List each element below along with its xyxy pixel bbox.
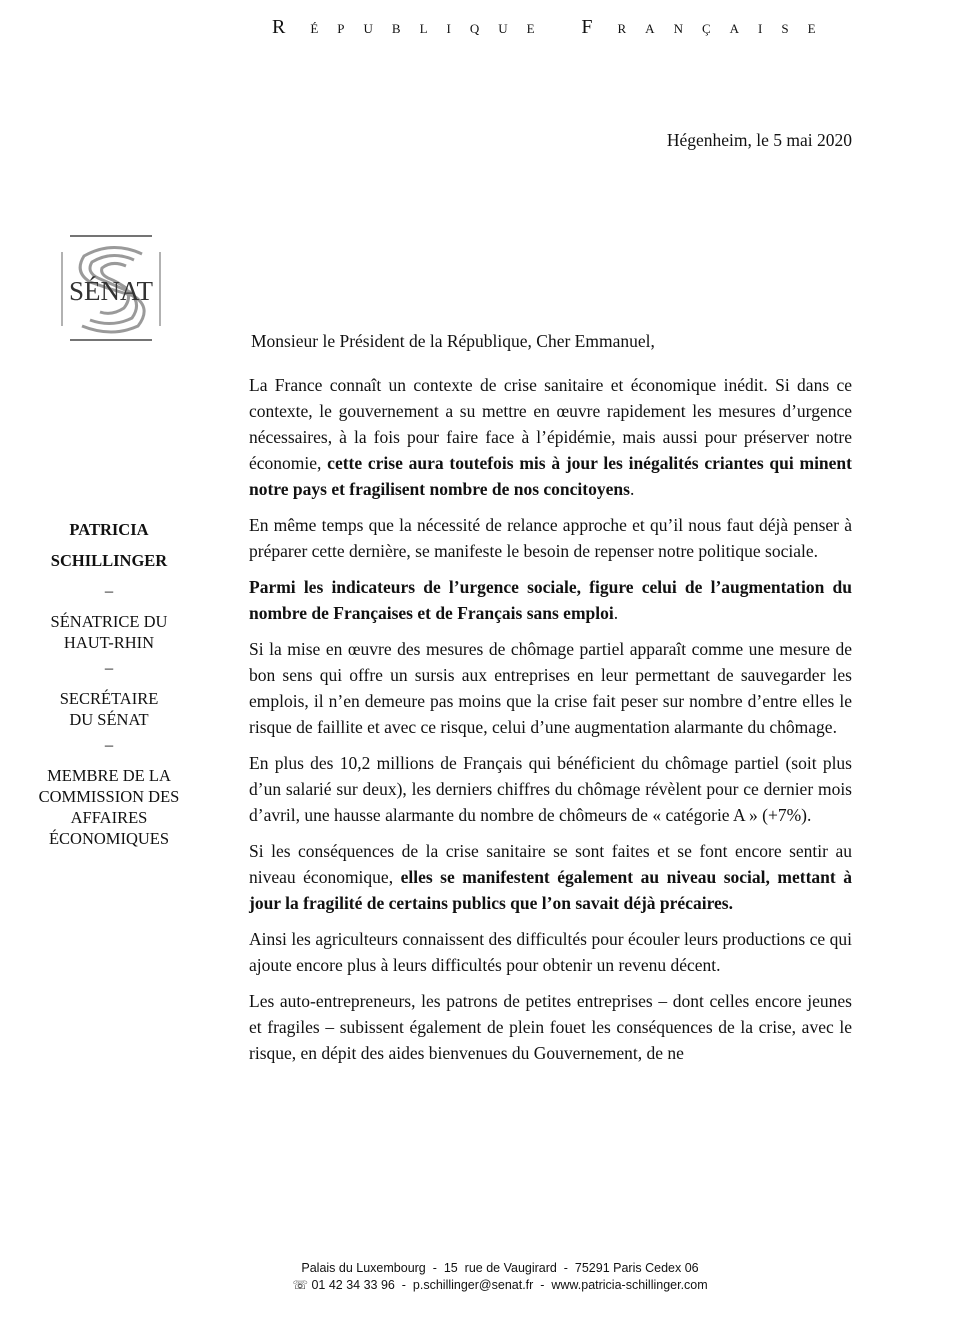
- paragraph-bold-text: Parmi les indicateurs de l’urgence sociale, figure celui de l’augmentation du nombre de Françaises et de Français sans emploi: [249, 577, 852, 623]
- footer-separator: -: [394, 1278, 413, 1292]
- page-footer: [230, 1260, 770, 1294]
- paragraph: [249, 574, 852, 626]
- letter-date: Hégenheim, le 5 mai 2020: [666, 130, 852, 150]
- header-letter: E: [526, 21, 536, 36]
- divider-dash: –: [104, 581, 114, 600]
- paragraph: En plus des 10,2 millions de Français qui bénéficient du chômage partiel (soit plus d’un salarié sur deux), les derniers chiffres du chômage révèlent pour ce dernier mois d’avril, une hausse alarmante du nombre de chômeurs de « catégorie A » (+7%).: [249, 753, 852, 825]
- footer-phone: 01 42 34 33 96: [311, 1278, 395, 1292]
- footer-contact: [230, 1277, 770, 1294]
- footer-separator: -: [533, 1278, 552, 1292]
- paragraph-text: La France connaît un contexte de crise sanitaire et économique inédit. Si dans ce contexte, le gouvernement a su mettre en œuvre rapidement les mesures d’urgence nécessaires, à la fois pour faire face à l’épidémie, mais aussi pour préserver notre économie,: [249, 375, 852, 473]
- header-letter: N: [673, 21, 684, 36]
- footer-website: www.patricia-schillinger.com: [551, 1278, 708, 1292]
- header-letter: P: [337, 21, 346, 36]
- header-word-republique: [272, 16, 536, 39]
- paragraph: Ainsi les agriculteurs connaissent des difficultés pour écouler leurs productions ce qui ajoute encore plus à leurs difficultés pour obtenir un revenu décent.: [249, 929, 852, 975]
- paragraph-bold-text: cette crise aura toutefois mis à jour les inégalités criantes qui minent notre pays et fragilisent nombre de nos concitoyens: [249, 453, 852, 499]
- senat-logo-text: SÉNAT: [68, 276, 154, 306]
- paragraph-bold-text: elles se manifestent également au niveau social, mettant à jour la fragilité de certains publics que l’on savait déjà précaires.: [249, 867, 852, 913]
- sender-sidebar: [20, 514, 198, 849]
- role-line: AFFAIRES: [70, 808, 148, 827]
- paragraph-text: .: [613, 603, 619, 623]
- header-letter: A: [645, 21, 656, 36]
- divider-dash: –: [104, 658, 114, 677]
- header-cap-letter: F: [581, 16, 594, 38]
- role-line: SÉNATRICE DU: [50, 612, 168, 631]
- header-letter: L: [419, 21, 429, 36]
- header-letter: S: [781, 21, 790, 36]
- header-letter: A: [729, 21, 741, 36]
- header-letter: U: [498, 21, 509, 36]
- role-line: HAUT-RHIN: [63, 633, 155, 652]
- letter-body: [249, 328, 852, 1076]
- header-letter: I: [758, 21, 764, 36]
- phone-icon: ☏: [292, 1278, 308, 1292]
- role-line: COMMISSION DES: [38, 787, 180, 806]
- senat-logo-icon: [60, 234, 164, 342]
- header-letter: É: [310, 21, 320, 36]
- header-cap-letter: R: [272, 16, 287, 38]
- role-line: SECRÉTAIRE: [59, 689, 159, 708]
- role-line: MEMBRE DE LA: [47, 766, 171, 785]
- header-letter: E: [807, 21, 817, 36]
- paragraph: [249, 372, 852, 502]
- salutation: Monsieur le Président de la République, Cher Emmanuel,: [251, 331, 655, 351]
- footer-email: p.schillinger@senat.fr: [412, 1278, 534, 1292]
- paragraph: Si la mise en œuvre des mesures de chômage partiel apparaît comme une mesure de bon sens qui offre un sursis aux entreprises en leur permettant de sauvegarder les emplois, il n’en demeure pas moins que la crise fait peser sur nombre d’entre elles le risque de faillite et avec ce risque, celui d’une augmentation alarmante du chômage.: [249, 639, 852, 737]
- header-letter: I: [446, 21, 452, 36]
- footer-address: Palais du Luxembourg - 15 rue de Vaugirard - 75291 Paris Cedex 06: [301, 1261, 699, 1275]
- paragraph-text: .: [629, 479, 635, 499]
- page-header: [272, 16, 817, 39]
- paragraph: [249, 838, 852, 916]
- paragraph-text: Si les conséquences de la crise sanitaire se sont faites et se font encore sentir au niveau économique,: [249, 841, 852, 887]
- header-word-francaise: [581, 16, 816, 39]
- sender-name-line1: PATRICIA: [69, 520, 149, 539]
- divider-dash: –: [104, 735, 114, 754]
- paragraph: Les auto-entrepreneurs, les patrons de petites entreprises – dont celles encore jeunes et fragiles – subissent également de plein fouet les conséquences de la crise, avec le risque, en dépit des aides bienvenues du Gouvernement, de ne: [249, 991, 852, 1063]
- paragraph: En même temps que la nécessité de relance approche et qu’il nous faut déjà penser à préparer cette dernière, se manifeste le besoin de repenser notre politique sociale.: [249, 515, 852, 561]
- header-letter: U: [363, 21, 374, 36]
- header-letter: R: [617, 21, 628, 36]
- role-line: ÉCONOMIQUES: [48, 829, 170, 848]
- role-line: DU SÉNAT: [69, 710, 149, 729]
- header-letter: Q: [469, 21, 481, 36]
- sender-name-line2: SCHILLINGER: [50, 551, 168, 570]
- header-letter: Ç: [701, 21, 712, 36]
- header-letter: B: [391, 21, 402, 36]
